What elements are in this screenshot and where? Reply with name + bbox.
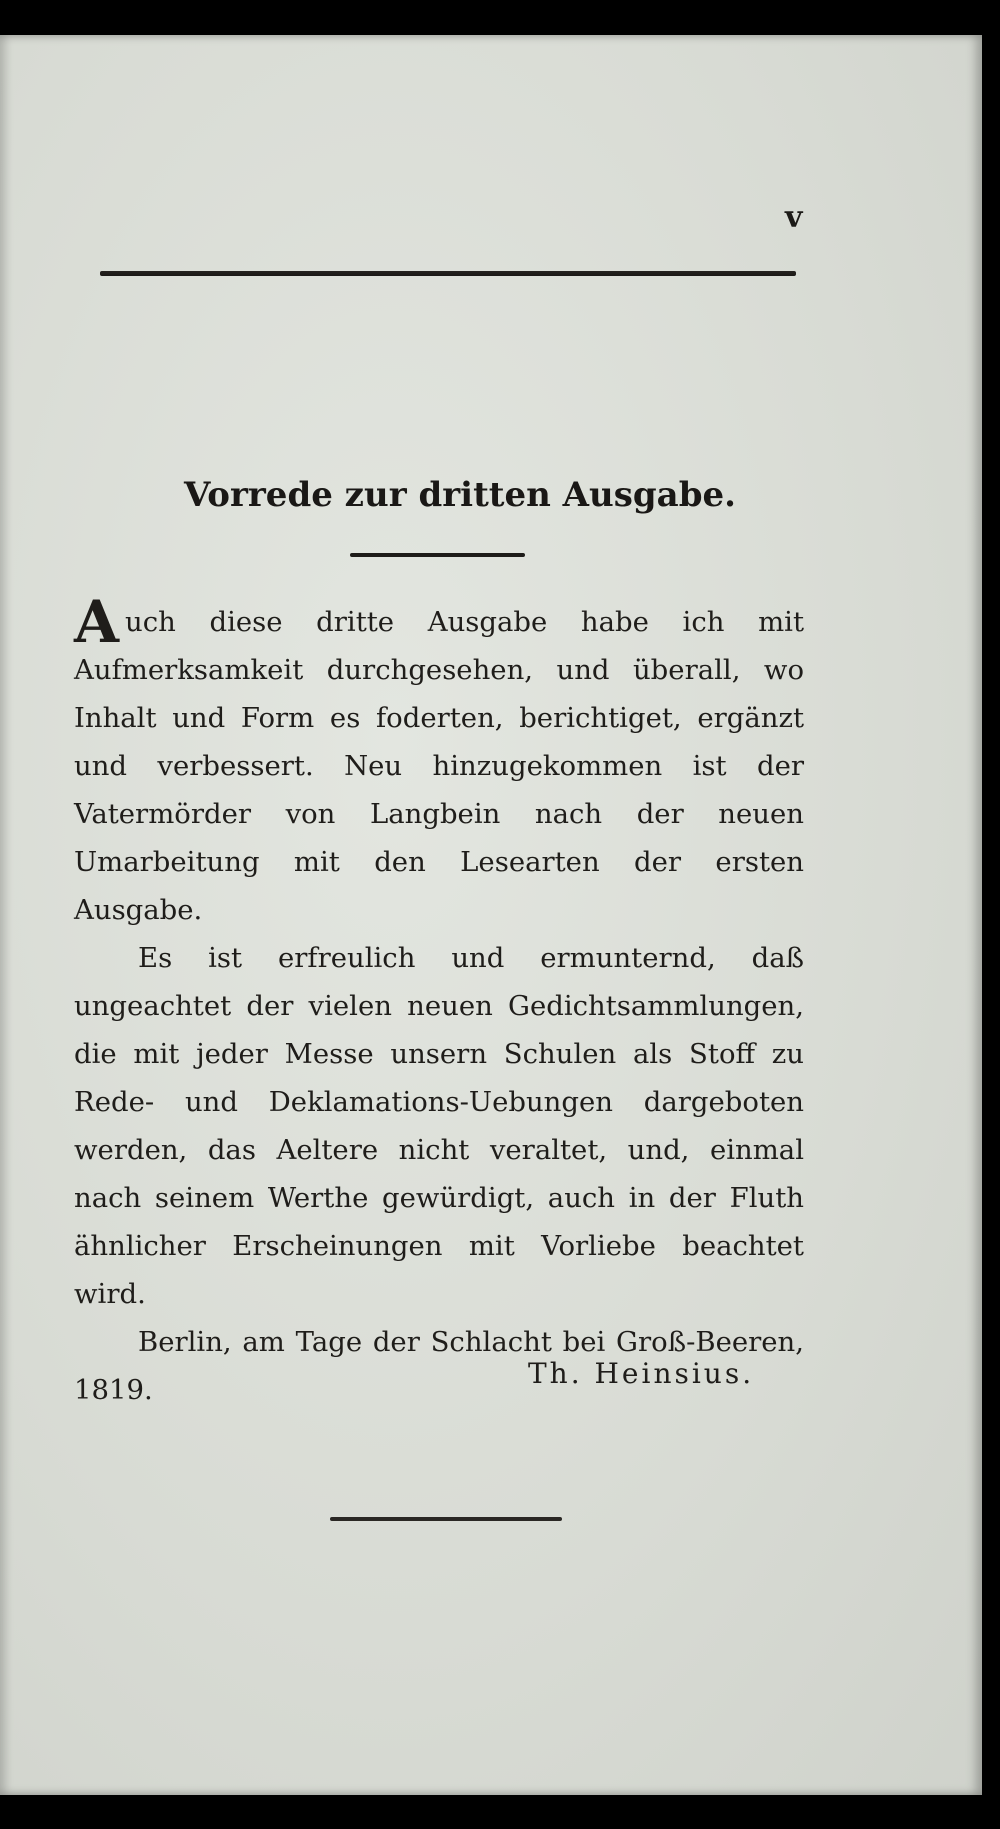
book-page: [0, 35, 982, 1795]
footer-rule: [330, 1517, 562, 1521]
paragraph-1: [74, 588, 804, 934]
page-title: Vorrede zur dritten Ausgabe.: [184, 475, 736, 515]
header-rule: [100, 271, 796, 276]
paragraph-3: Berlin, am Tage der Schlacht bei Groß-Beeren, 1819.: [74, 1326, 804, 1406]
title-rule: [350, 553, 525, 557]
paragraph-2: Es ist erfreulich und ermunternd, daß ungeachtet der vielen neuen Gedichtsammlungen, die mit jeder Messe unsern Schulen als Stoff zu Rede- und Deklamations-Uebungen dargeboten werden, das Aeltere nicht veraltet, und, einmal nach seinem Werthe gewürdigt, auch in der Fluth ähnlicher Erscheinungen mit Vorliebe beachtet wird.: [74, 942, 804, 1310]
paragraph-text: uch diese dritte Ausgabe habe ich mit Aufmerksamkeit durchgesehen, und überall, wo Inhalt und Form es foderten, berichtiget, ergänzt und verbessert. Neu hinzugekommen ist der Vatermörder von Langbein nach der neuen Umarbeitung mit den Lesearten der ersten Ausgabe.: [74, 606, 804, 926]
signature: Th. Heinsius.: [528, 1357, 755, 1390]
preface-body: [74, 588, 804, 1414]
drop-cap: A: [74, 588, 120, 656]
page-number: v: [785, 200, 803, 235]
